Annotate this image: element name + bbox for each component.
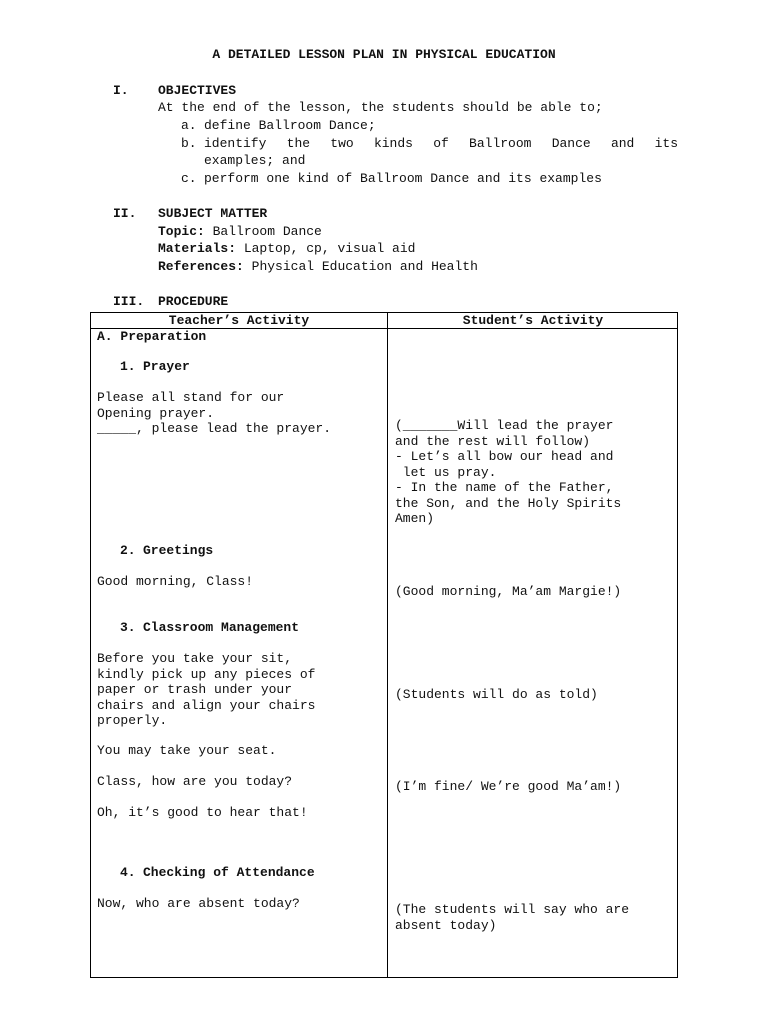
materials-value: Laptop, cp, visual aid (243, 241, 416, 256)
objective-b-text: identify the two kinds of Ballroom Dance and its (204, 136, 678, 151)
student-activity-header: Student’s Activity (462, 313, 604, 328)
step-1-title: Prayer (143, 359, 190, 374)
procedure-table (90, 312, 678, 978)
teacher-good-to-hear-text: Oh, it’s good to hear that! (97, 805, 308, 820)
objective-b-text-continued: examples; and (204, 153, 306, 168)
materials-label: Materials: (158, 241, 237, 256)
step-4-title: Checking of Attendance (143, 865, 315, 880)
teacher-prayer-text: Please all stand for our Opening prayer. _____, please lead the prayer. (97, 390, 332, 436)
topic-value: Ballroom Dance (212, 224, 322, 239)
step-3-title: Classroom Management (143, 620, 300, 635)
step-3-number: 3. (120, 620, 136, 635)
student-attendance-response: (The students will say who are absent today) (395, 902, 630, 933)
column-divider (387, 313, 388, 977)
step-2-title: Greetings (143, 543, 214, 558)
materials-line (158, 241, 415, 257)
references-label: References: (158, 259, 244, 274)
section-a-preparation: A. Preparation (97, 329, 207, 344)
teacher-seat-text: You may take your seat. (97, 743, 277, 758)
objective-a-marker: a. (181, 118, 197, 133)
teacher-how-are-you-text: Class, how are you today? (97, 774, 293, 789)
objective-c-text: perform one kind of Ballroom Dance and its examples (204, 171, 602, 186)
subject-matter-heading: SUBJECT MATTER (158, 206, 268, 221)
objective-c-marker: c. (181, 171, 197, 186)
topic-label: Topic: (158, 224, 205, 239)
topic-line (158, 224, 322, 240)
step-2-number: 2. (120, 543, 136, 558)
objectives-numeral: I. (113, 83, 129, 98)
objectives-heading: OBJECTIVES (158, 83, 237, 98)
student-greeting-response: (Good morning, Ma’am Margie!) (395, 584, 622, 599)
objective-b-marker: b. (181, 136, 197, 151)
step-1-number: 1. (120, 359, 136, 374)
step-4-number: 4. (120, 865, 136, 880)
objectives-intro: At the end of the lesson, the students should be able to; (158, 100, 603, 115)
references-value: Physical Education and Health (251, 259, 478, 274)
objective-a-text: define Ballroom Dance; (204, 118, 376, 133)
subject-matter-numeral: II. (113, 206, 137, 221)
teacher-activity-header: Teacher’s Activity (168, 313, 310, 328)
student-fine-response: (I’m fine/ We’re good Ma’am!) (395, 779, 622, 794)
teacher-greeting-text: Good morning, Class! (97, 574, 254, 589)
procedure-numeral: III. (113, 294, 145, 309)
procedure-heading: PROCEDURE (158, 294, 229, 309)
document-title: A DETAILED LESSON PLAN IN PHYSICAL EDUCATION (212, 47, 556, 62)
student-management-response: (Students will do as told) (395, 687, 598, 702)
student-prayer-response: (_______Will lead the prayer and the rest will follow) - Let’s all bow our head and let us pray. - In the name of the Father, the Son, and the Holy Spirits Amen) (395, 418, 622, 526)
teacher-management-text: Before you take your sit, kindly pick up any pieces of paper or trash under your chairs and align your chairs properly. (97, 651, 316, 728)
teacher-attendance-text: Now, who are absent today? (97, 896, 300, 911)
references-line (158, 259, 478, 275)
